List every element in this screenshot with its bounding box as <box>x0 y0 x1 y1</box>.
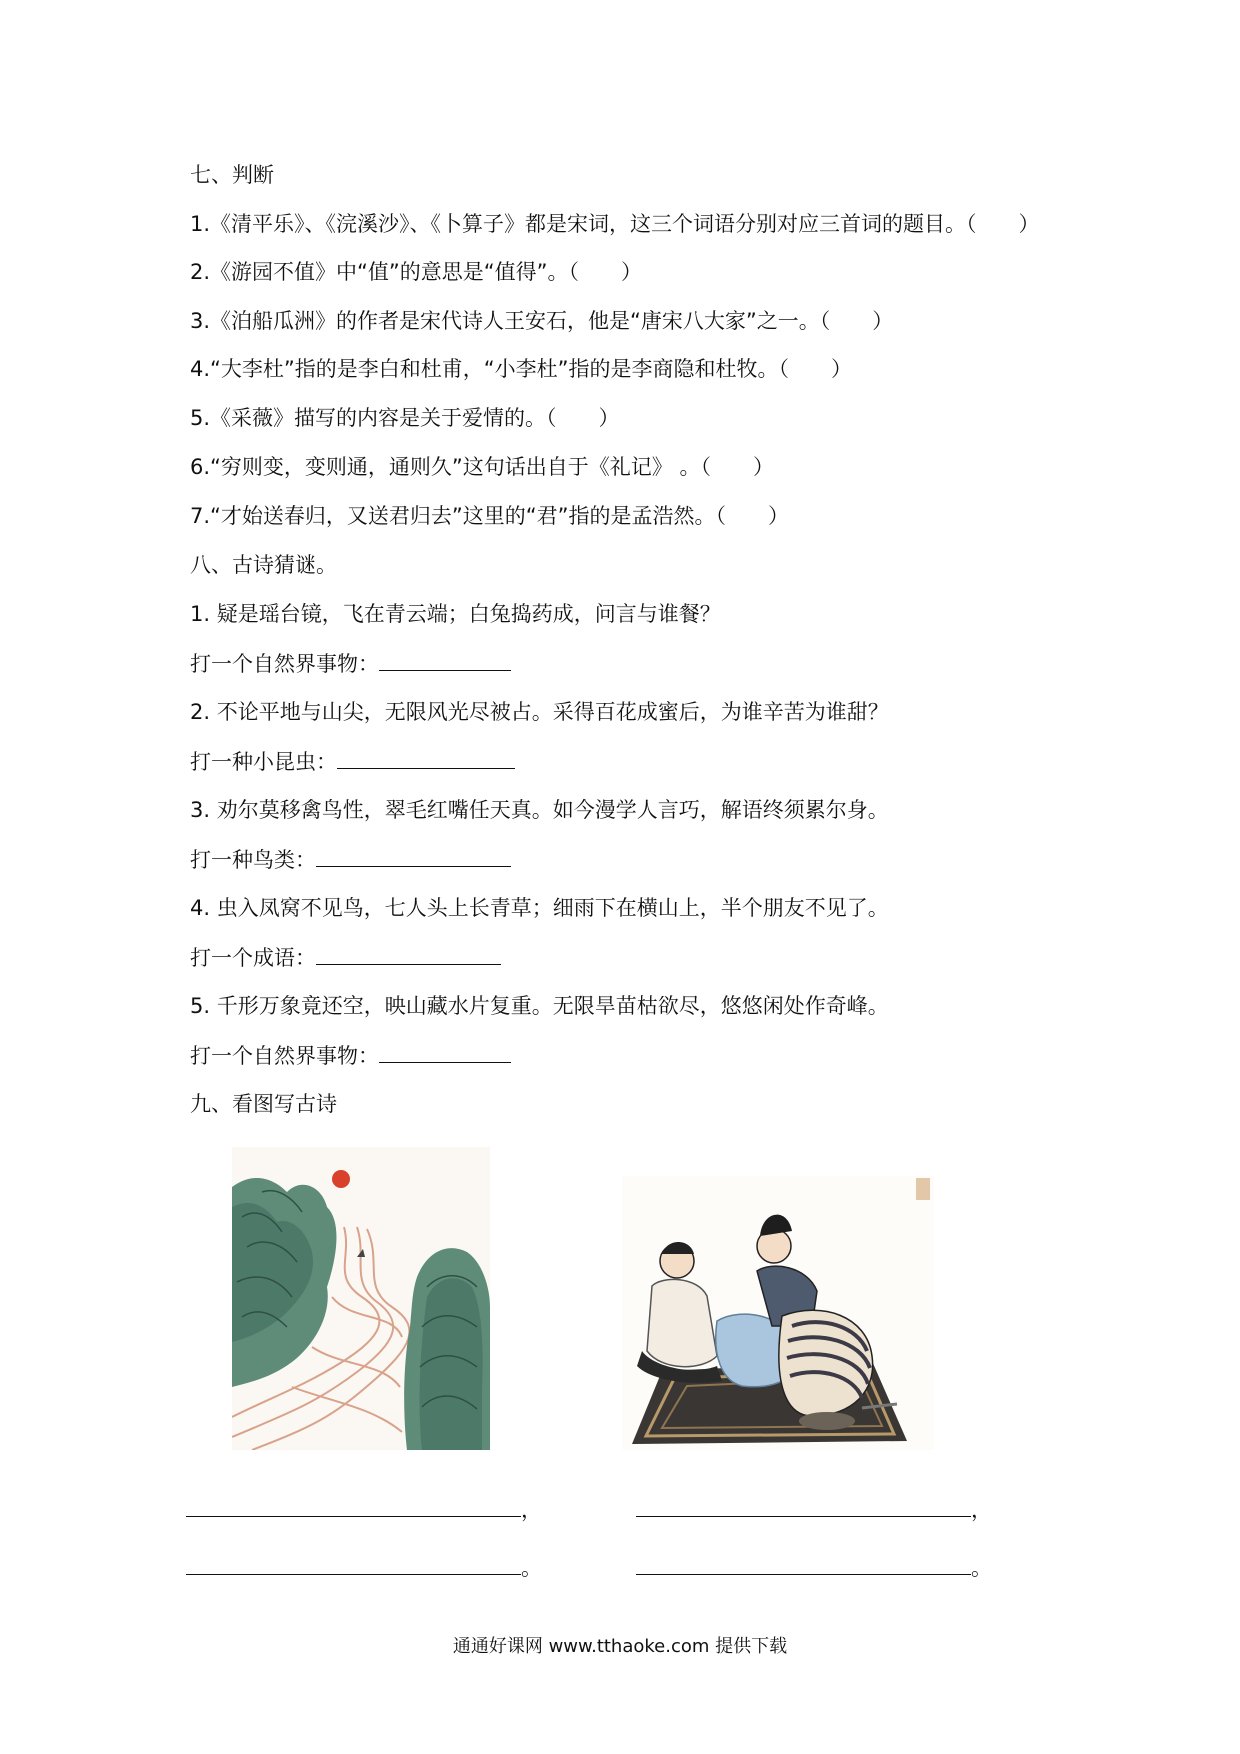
judge-item-7: 7.“才始送春归，又送君归去”这里的“君”指的是孟浩然。（ ） <box>190 504 790 528</box>
riddle-1-prompt: 打一个自然界事物： <box>190 652 379 676</box>
poem1-line1-comma: ， <box>521 1498 542 1522</box>
riddle-3-answer-row <box>190 846 511 873</box>
judge-item-5: 5.《采薇》描写的内容是关于爱情的。（ ） <box>190 406 620 430</box>
poem2-line1-comma: ， <box>971 1498 992 1522</box>
section9-title: 九、看图写古诗 <box>190 1092 337 1116</box>
poem1-line2 <box>186 1554 542 1581</box>
riddle-5-prompt: 打一个自然界事物： <box>190 1044 379 1068</box>
poem1-line2-blank[interactable] <box>186 1554 521 1575</box>
page-footer: 通通好课网 www.tthaoke.com 提供下载 <box>452 1636 788 1657</box>
judge-item-6: 6.“穷则变，变则通，通则久”这句话出自于《礼记》 。（ ） <box>190 455 774 479</box>
riddle-5-answer-blank[interactable] <box>379 1042 511 1063</box>
riddle-2-answer-row <box>190 748 515 775</box>
riddle-2-prompt: 打一种小昆虫： <box>190 750 337 774</box>
judge-item-4: 4.“大李杜”指的是李白和杜甫，“小李杜”指的是李商隐和杜牧。（ ） <box>190 357 853 381</box>
poem1-line1 <box>186 1496 542 1523</box>
poem2-line2 <box>636 1554 992 1581</box>
judge-item-2: 2.《游园不值》中“值”的意思是“值得”。（ ） <box>190 260 643 284</box>
riddle-4-answer-blank[interactable] <box>316 944 501 965</box>
riddle-3-answer-blank[interactable] <box>316 846 511 867</box>
judge-item-3: 3.《泊船瓜洲》的作者是宋代诗人王安石，他是“唐宋八大家”之一。（ ） <box>190 309 894 333</box>
poem2-line1-blank[interactable] <box>636 1496 971 1517</box>
poem1-line1-blank[interactable] <box>186 1496 521 1517</box>
poem2-line2-blank[interactable] <box>636 1554 971 1575</box>
riddle-2-text: 2. 不论平地与山尖，无限风光尽被占。采得百花成蜜后，为谁辛苦为谁甜？ <box>190 700 889 724</box>
riddle-5-answer-row <box>190 1042 511 1069</box>
section8-title: 八、古诗猜谜。 <box>190 553 337 577</box>
riddle-4-text: 4. 虫入凤窝不见鸟，七人头上长青草；细雨下在横山上，半个朋友不见了。 <box>190 896 889 920</box>
riddle-4-prompt: 打一个成语： <box>190 946 316 970</box>
poem2-line2-period: 。 <box>971 1556 992 1580</box>
poem1-line2-period: 。 <box>521 1556 542 1580</box>
mountain-river-painting <box>232 1147 490 1450</box>
mother-sewing-painting <box>622 1176 934 1450</box>
section7-title: 七、判断 <box>190 163 274 187</box>
riddle-1-text: 1. 疑是瑶台镜，飞在青云端；白兔捣药成，问言与谁餐？ <box>190 602 721 626</box>
riddle-4-answer-row <box>190 944 501 971</box>
riddle-1-answer-row <box>190 650 511 677</box>
riddle-2-answer-blank[interactable] <box>337 748 515 769</box>
poem2-line1 <box>636 1496 992 1523</box>
riddle-3-text: 3. 劝尔莫移禽鸟性，翠毛红嘴任天真。如今漫学人言巧，解语终须累尔身。 <box>190 798 889 822</box>
riddle-5-text: 5. 千形万象竟还空，映山藏水片复重。无限旱苗枯欲尽，悠悠闲处作奇峰。 <box>190 994 889 1018</box>
riddle-3-prompt: 打一种鸟类： <box>190 848 316 872</box>
judge-item-1: 1.《清平乐》、《浣溪沙》、《卜算子》都是宋词，这三个词语分别对应三首词的题目。（ ） <box>190 212 1040 236</box>
riddle-1-answer-blank[interactable] <box>379 650 511 671</box>
